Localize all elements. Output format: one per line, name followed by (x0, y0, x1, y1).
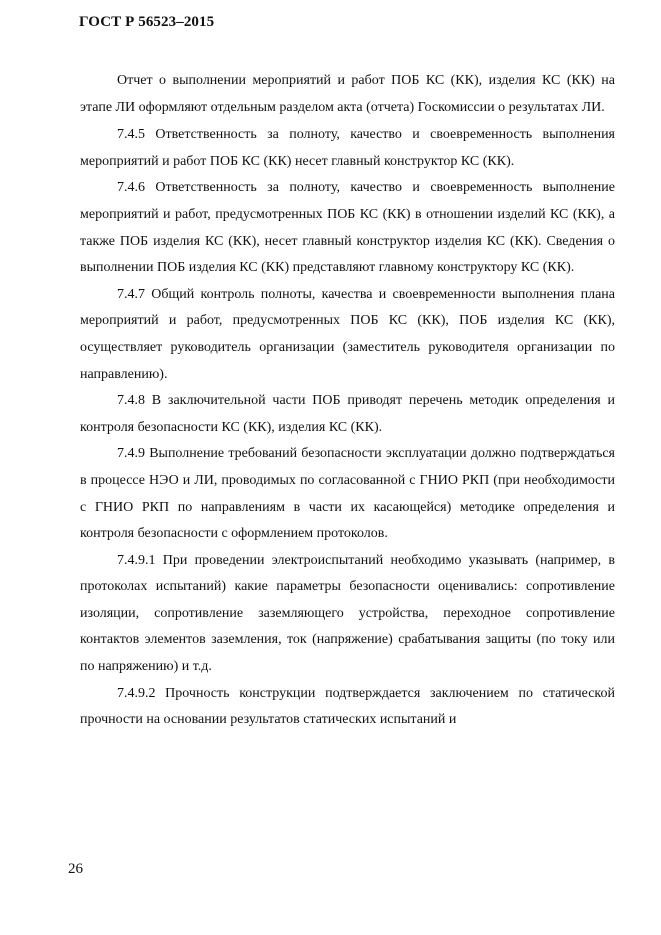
page-number: 26 (68, 861, 83, 877)
paragraph-7-4-5: 7.4.5 Ответственность за полноту, качество и своевременность выполнения мероприятий и работ ПОБ КС (КК) несет главный конструктор КС (КК). (80, 127, 615, 169)
paragraph-7-4-8: 7.4.8 В заключительной части ПОБ приводят перечень методик определения и контроля безопасности КС (КК), изделия КС (КК). (80, 393, 615, 435)
paragraph-report-summary: Отчет о выполнении мероприятий и работ ПОБ КС (КК), изделия КС (КК) на этапе ЛИ оформляют отдельным разделом акта (отчета) Госкомиссии о результатах ЛИ. (80, 73, 615, 115)
paragraph-7-4-9: 7.4.9 Выполнение требований безопасности эксплуатации должно подтверждаться в процессе НЭО и ЛИ, проводимых по согласованной с ГНИО РКП (при необходимости с ГНИО РКП по направлениям в части их касающейся) методике определения и контроля безопасности с оформлением протоколов. (80, 446, 615, 542)
document-header: ГОСТ Р 56523–2015 (79, 14, 215, 30)
paragraph-7-4-6: 7.4.6 Ответственность за полноту, качество и своевременность выполнение мероприятий и работ, предусмотренных ПОБ КС (КК) в отношении изделий КС (КК), а также ПОБ изделия КС (КК), несет главный конструктор изделия КС (КК). Сведения о выполнении ПОБ изделия КС (КК) представляют главному конструктору КС (КК). (80, 180, 615, 276)
paragraph-7-4-7: 7.4.7 Общий контроль полноты, качества и своевременности выполнения плана мероприятий и работ, предусмотренных ПОБ КС (КК), ПОБ изделия КС (КК), осуществляет руководитель организации (заместитель руководителя организации по направлению). (80, 286, 615, 382)
document-body (80, 68, 615, 734)
paragraph-7-4-9-1: 7.4.9.1 При проведении электроиспытаний необходимо указывать (например, в протоколах испытаний) какие параметры безопасности оценивались: сопротивление изоляции, сопротивление заземляющего устройства, переходное сопротивление контактов элементов заземления, ток (напряжение) срабатывания защиты (по току или по напряжению) и т.д. (80, 552, 615, 675)
paragraph-7-4-9-2: 7.4.9.2 Прочность конструкции подтверждается заключением по статической прочности на основании результатов статических испытаний и (80, 685, 615, 728)
